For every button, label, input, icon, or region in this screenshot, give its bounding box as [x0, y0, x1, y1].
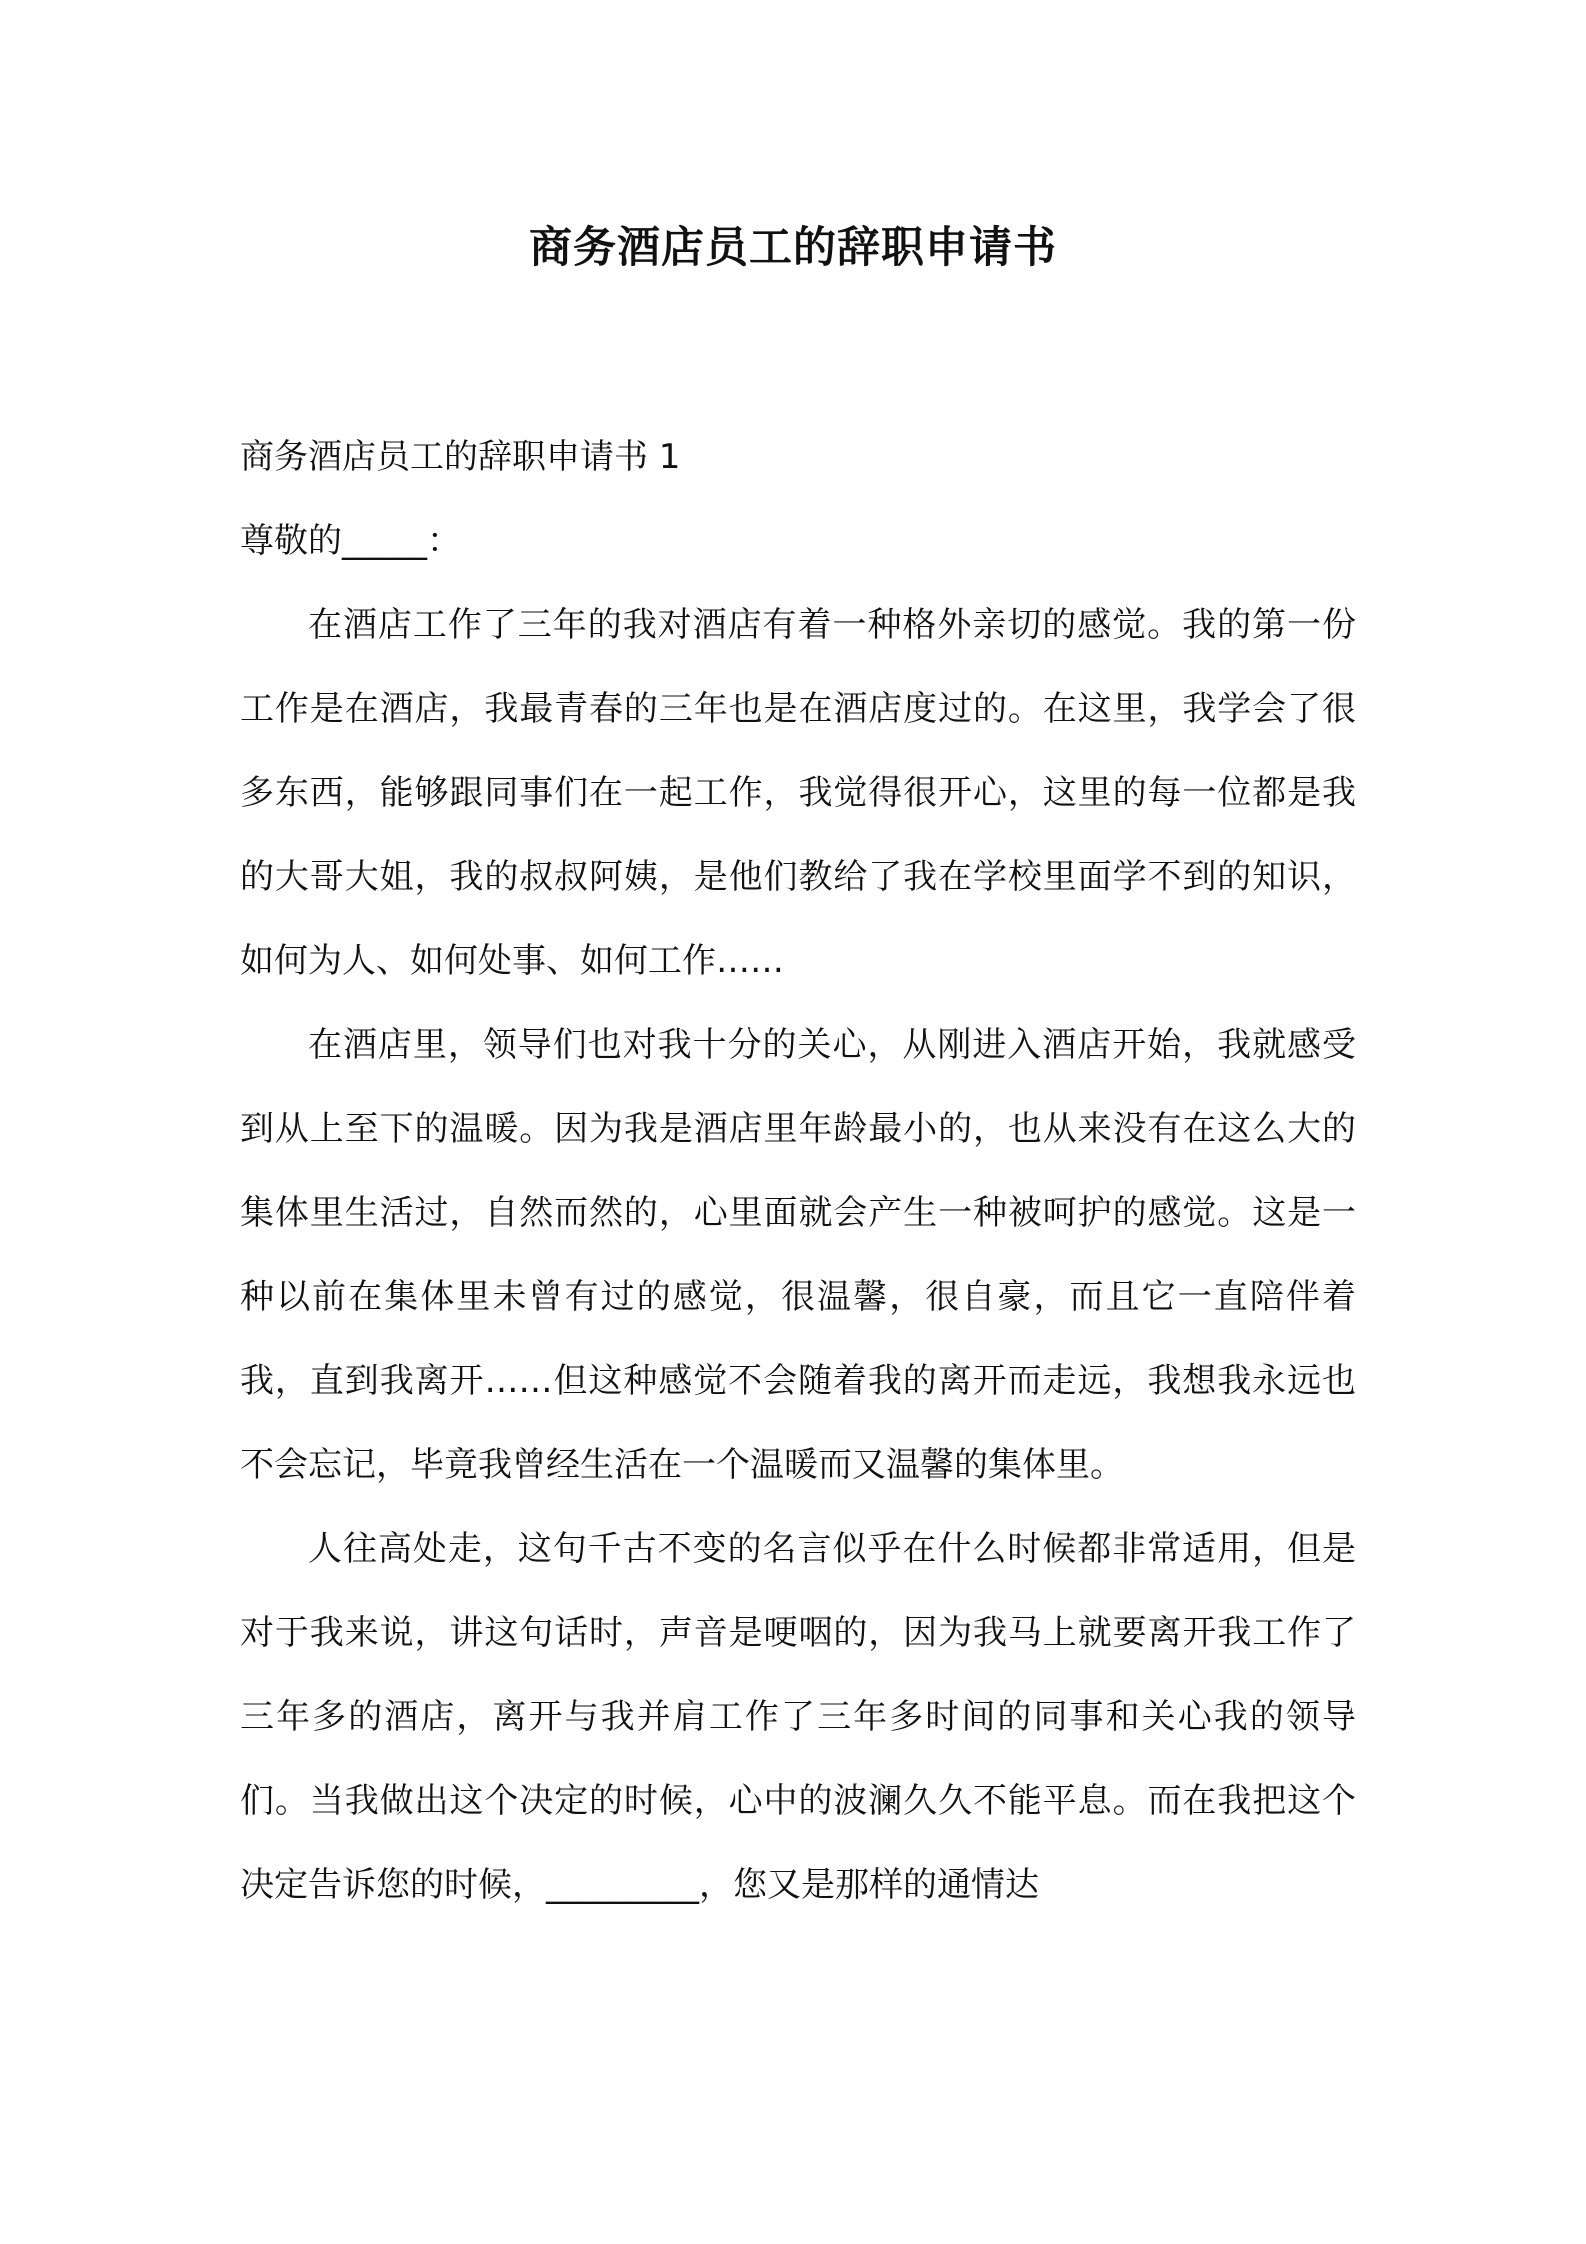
document-body — [240, 415, 1356, 1927]
letter-salutation: 尊敬的_____： — [240, 521, 461, 561]
letter-subtitle: 商务酒店员工的辞职申请书 1 — [240, 437, 681, 477]
paragraph-3: 人往高处走，这句千古不变的名言似乎在什么时候都非常适用，但是对于我来说，讲这句话时，声音是哽咽的，因为我马上就要离开我工作了三年多的酒店，离开与我并肩工作了三年多时间的同事和关心我的领导们。当我做出这个决定的时候，心中的波澜久久不能平息。而在我把这个决定告诉您的时候，_________，您又是那样的通情达 — [240, 1529, 1356, 1905]
paragraph-1: 在酒店工作了三年的我对酒店有着一种格外亲切的感觉。我的第一份工作是在酒店，我最青春的三年也是在酒店度过的。在这里，我学会了很多东西，能够跟同事们在一起工作，我觉得很开心，这里的每一位都是我的大哥大姐，我的叔叔阿姨，是他们教给了我在学校里面学不到的知识，如何为人、如何处事、如何工作…… — [240, 605, 1356, 981]
paragraph-2: 在酒店里，领导们也对我十分的关心，从刚进入酒店开始，我就感受到从上至下的温暖。因为我是酒店里年龄最小的，也从来没有在这么大的集体里生活过，自然而然的，心里面就会产生一种被呵护的感觉。这是一种以前在集体里未曾有过的感觉，很温馨，很自豪，而且它一直陪伴着我，直到我离开……但这种感觉不会随着我的离开而走远，我想我永远也不会忘记，毕竟我曾经生活在一个温暖而又温馨的集体里。 — [240, 1025, 1356, 1485]
document-title: 商务酒店员工的辞职申请书 — [529, 223, 1057, 273]
